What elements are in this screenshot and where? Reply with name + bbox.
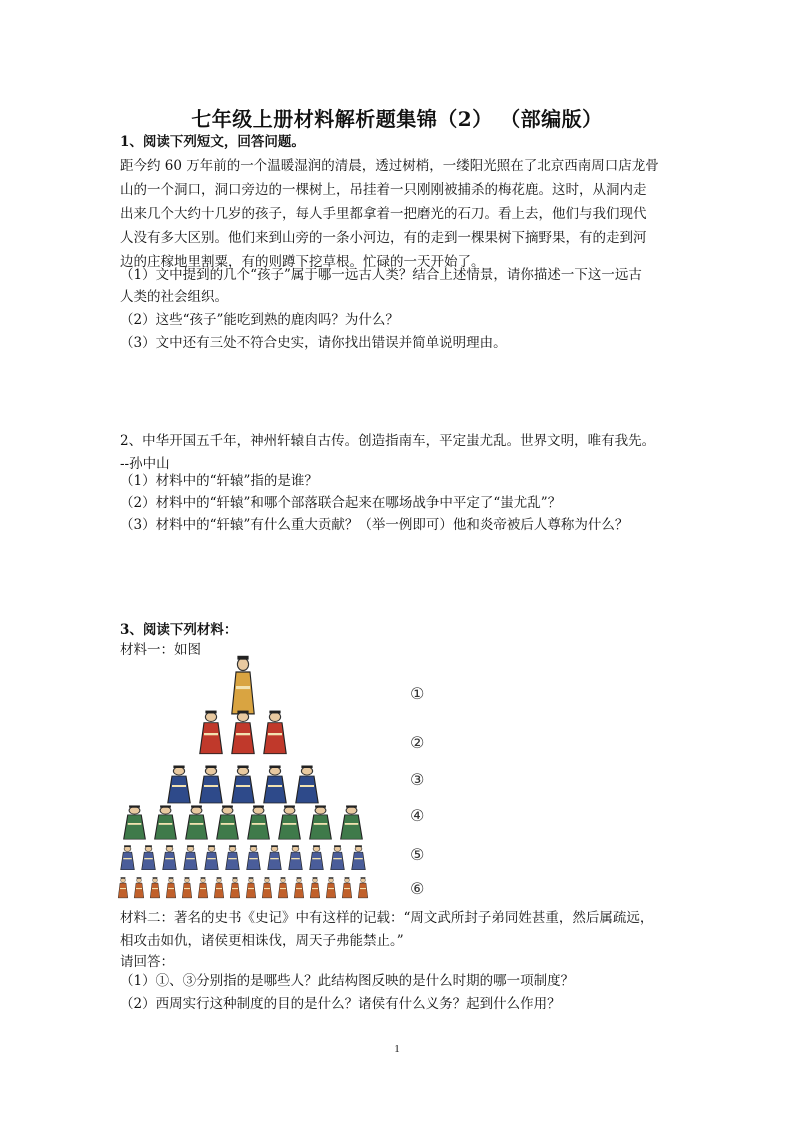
pyramid-figure <box>197 710 225 756</box>
page-title: 七年级上册材料解析题集锦（2） （部编版） <box>191 107 603 131</box>
marker-1: ① <box>410 684 425 703</box>
marker-3: ③ <box>410 770 425 789</box>
pyramid-figure <box>357 877 369 899</box>
pyramid-figure <box>183 805 210 841</box>
q1-question-3: （3）文中还有三处不符合史实，请你找出错误并简单说明理由。 <box>120 335 507 351</box>
q2-question-2: （2）材料中的“轩辕”和哪个部落联合起来在哪场战争中平定了“蚩尤乱”？ <box>120 495 562 511</box>
pyramid-figure <box>276 805 303 841</box>
pyramid-figure <box>165 765 193 805</box>
marker-2: ② <box>410 733 425 752</box>
q3-question-2: （2）西周实行这种制度的目的是什么？诸侯有什么义务？起到什么作用？ <box>120 996 561 1012</box>
pyramid-figure <box>293 765 321 805</box>
pyramid-figure <box>308 845 325 871</box>
pyramid-figure <box>140 845 157 871</box>
pyramid-figure <box>293 877 305 899</box>
pyramid-figure <box>121 805 148 841</box>
q1-passage-line: 边的庄稼地里割粟，有的则蹲下挖草根。忙碌的一天开始了。 <box>120 254 485 270</box>
pyramid-figure <box>245 845 262 871</box>
pyramid-figure <box>266 845 283 871</box>
pyramid-figure <box>309 877 321 899</box>
pyramid-figure <box>165 877 177 899</box>
pyramid-figure <box>350 845 367 871</box>
q2-question-1: （1）材料中的“轩辕”指的是谁？ <box>120 473 318 489</box>
pyramid-figure <box>277 877 289 899</box>
q3-material1-label: 材料一：如图 <box>120 642 201 658</box>
pyramid-figure <box>307 805 334 841</box>
pyramid-figure <box>197 765 225 805</box>
pyramid-figure <box>261 877 273 899</box>
q1-passage-line: 人没有多大区别。他们来到山旁的一条小河边，有的走到一棵果树下摘野果，有的走到河 <box>120 230 647 246</box>
pyramid-figure <box>261 710 289 756</box>
pyramid-figure <box>197 877 209 899</box>
pyramid-figure <box>214 805 241 841</box>
pyramid-figure <box>203 845 220 871</box>
pyramid-figure <box>229 765 257 805</box>
q1-passage-line: 山的一个洞口，洞口旁边的一棵树上，吊挂着一只刚刚被捕杀的梅花鹿。这时，从洞内走 <box>120 182 647 198</box>
pyramid-figure <box>229 655 257 717</box>
pyramid-figure <box>119 845 136 871</box>
pyramid-figure <box>245 805 272 841</box>
marker-6: ⑥ <box>410 879 425 898</box>
pyramid-figure <box>152 805 179 841</box>
q3-material2-line: 材料二：著名的史书《史记》中有这样的记载：“周文武所封子弟同姓甚重，然后属疏远， <box>120 910 654 926</box>
pyramid-figure <box>229 710 257 756</box>
pyramid-figure <box>149 877 161 899</box>
pyramid-figure <box>229 877 241 899</box>
q2-source: --孙中山 <box>120 456 170 472</box>
pyramid-figure <box>329 845 346 871</box>
pyramid-figure <box>341 877 353 899</box>
pyramid-figure <box>338 805 365 841</box>
marker-4: ④ <box>410 806 425 825</box>
q2-heading: 2、中华开国五千年，神州轩辕自古传。创造指南车，平定蚩尤乱。世界文明，唯有我先。 <box>120 433 656 449</box>
q3-prompt: 请回答： <box>120 954 174 970</box>
q1-passage-line: 距今约 60 万年前的一个温暖湿润的清晨，透过树梢，一缕阳光照在了北京西南周口店龙骨 <box>120 158 659 174</box>
page-number: 1 <box>394 1043 400 1055</box>
pyramid-figure <box>117 877 129 899</box>
q2-question-3: （3）材料中的“轩辕”有什么重大贡献？（举一例即可）他和炎帝被后人尊称为什么？ <box>120 517 629 533</box>
pyramid-figure <box>325 877 337 899</box>
pyramid-figure <box>213 877 225 899</box>
q3-material2-line: 相攻击如仇，诸侯更相诛伐，周天子弗能禁止。” <box>120 933 404 949</box>
feudal-hierarchy-pyramid-image <box>118 655 368 905</box>
q1-heading: 1、阅读下列短文，回答问题。 <box>120 134 305 150</box>
q1-question-1: （1）文中提到的几个“孩子”属于哪一远古人类？结合上述情景，请你描述一下这一远古 <box>120 267 642 283</box>
pyramid-figure <box>161 845 178 871</box>
pyramid-figure <box>133 877 145 899</box>
pyramid-figure <box>287 845 304 871</box>
q1-passage-line: 出来几个大约十几岁的孩子，每人手里都拿着一把磨光的石刀。看上去，他们与我们现代 <box>120 206 647 222</box>
q3-question-1: （1）①、③分别指的是哪些人？此结构图反映的是什么时期的哪一项制度？ <box>120 973 575 989</box>
pyramid-figure <box>224 845 241 871</box>
q1-question-2: （2）这些“孩子”能吃到熟的鹿肉吗？为什么？ <box>120 312 399 328</box>
marker-5: ⑤ <box>410 845 425 864</box>
pyramid-figure <box>181 877 193 899</box>
q1-question-1-cont: 人类的社会组织。 <box>120 289 228 305</box>
pyramid-figure <box>261 765 289 805</box>
q3-heading: 3、阅读下列材料： <box>120 622 238 638</box>
pyramid-figure <box>245 877 257 899</box>
pyramid-figure <box>182 845 199 871</box>
